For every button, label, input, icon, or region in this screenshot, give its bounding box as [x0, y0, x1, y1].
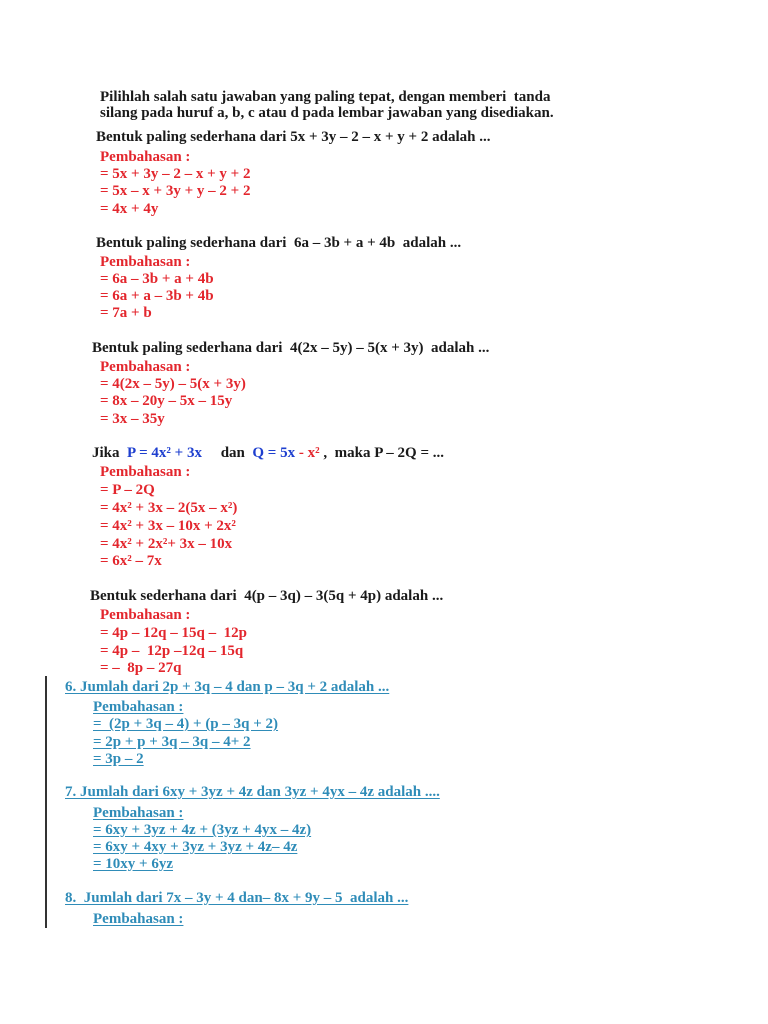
solution-step: = 4x² + 3x – 10x + 2x² [100, 518, 236, 534]
solution-step: = – 8p – 27q [100, 660, 182, 676]
solution-step: = 3p – 2 [93, 751, 144, 767]
question-text: Bentuk sederhana dari 4(p – 3q) – 3(5q + 4p) adalah ... [90, 588, 444, 604]
instruction-line: Pilihlah salah satu jawaban yang paling tepat, dengan memberi tanda [100, 89, 551, 105]
question-text: 8. Jumlah dari 7x – 3y + 4 dan– 8x + 9y – 5 adalah ... [65, 890, 409, 906]
solution-step: = 6xy + 4xy + 3yz + 3yz + 4z– 4z [93, 839, 298, 855]
variable-q-definition: Q = 5x [252, 445, 296, 461]
solution-heading: Pembahasan : [100, 359, 191, 375]
solution-step: = 4x² + 2x²+ 3x – 10x [100, 536, 233, 552]
solution-heading: Pembahasan : [100, 464, 191, 480]
solution-step: = 10xy + 6yz [93, 856, 174, 872]
solution-step: = 6a + a – 3b + 4b [100, 288, 214, 304]
solution-step: = 4x² + 3x – 2(5x – x²) [100, 500, 238, 516]
solution-step: = 7a + b [100, 305, 152, 321]
solution-step: = 4p – 12p –12q – 15q [100, 643, 244, 659]
question-text [92, 444, 444, 462]
variable-q-definition-tail: - x² [295, 445, 320, 461]
question-text: Bentuk paling sederhana dari 6a – 3b + a + 4b adalah ... [96, 235, 462, 251]
solution-step: = 5x + 3y – 2 – x + y + 2 [100, 166, 251, 182]
question-text-part: , maka P – 2Q = ... [319, 445, 444, 461]
variable-p-definition: P = 4x² + 3x [127, 445, 202, 461]
instruction-line: silang pada huruf a, b, c atau d pada lembar jawaban yang disediakan. [100, 105, 554, 121]
solution-heading: Pembahasan : [93, 805, 184, 821]
question-text: 7. Jumlah dari 6xy + 3yz + 4z dan 3yz + 4yx – 4z adalah .... [65, 784, 440, 800]
solution-step: = (2p + 3q – 4) + (p – 3q + 2) [93, 716, 279, 732]
question-text: 6. Jumlah dari 2p + 3q – 4 dan p – 3q + 2 adalah ... [65, 679, 390, 695]
question-text: Bentuk paling sederhana dari 4(2x – 5y) – 5(x + 3y) adalah ... [92, 340, 490, 356]
solution-step: = 6a – 3b + a + 4b [100, 271, 214, 287]
solution-step: = 3x – 35y [100, 411, 165, 427]
solution-heading: Pembahasan : [100, 149, 191, 165]
solution-step: = 4x + 4y [100, 201, 159, 217]
solution-step: = P – 2Q [100, 482, 155, 498]
solution-step: = 5x – x + 3y + y – 2 + 2 [100, 183, 251, 199]
question-text-part: dan [201, 445, 253, 461]
solution-heading: Pembahasan : [100, 254, 191, 270]
question-text: Bentuk paling sederhana dari 5x + 3y – 2 – x + y + 2 adalah ... [96, 129, 491, 145]
solution-step: = 6xy + 3yz + 4z + (3yz + 4yx – 4z) [93, 822, 312, 838]
solution-step: = 2p + p + 3q – 3q – 4+ 2 [93, 734, 251, 750]
solution-heading: Pembahasan : [93, 699, 184, 715]
question-text-part: Jika [92, 445, 128, 461]
solution-step: = 8x – 20y – 5x – 15y [100, 393, 233, 409]
solution-step: = 4(2x – 5y) – 5(x + 3y) [100, 376, 246, 392]
solution-step: = 6x² – 7x [100, 553, 162, 569]
margin-rule [45, 676, 47, 928]
solution-heading: Pembahasan : [93, 911, 184, 927]
solution-heading: Pembahasan : [100, 607, 191, 623]
solution-step: = 4p – 12q – 15q – 12p [100, 625, 247, 641]
